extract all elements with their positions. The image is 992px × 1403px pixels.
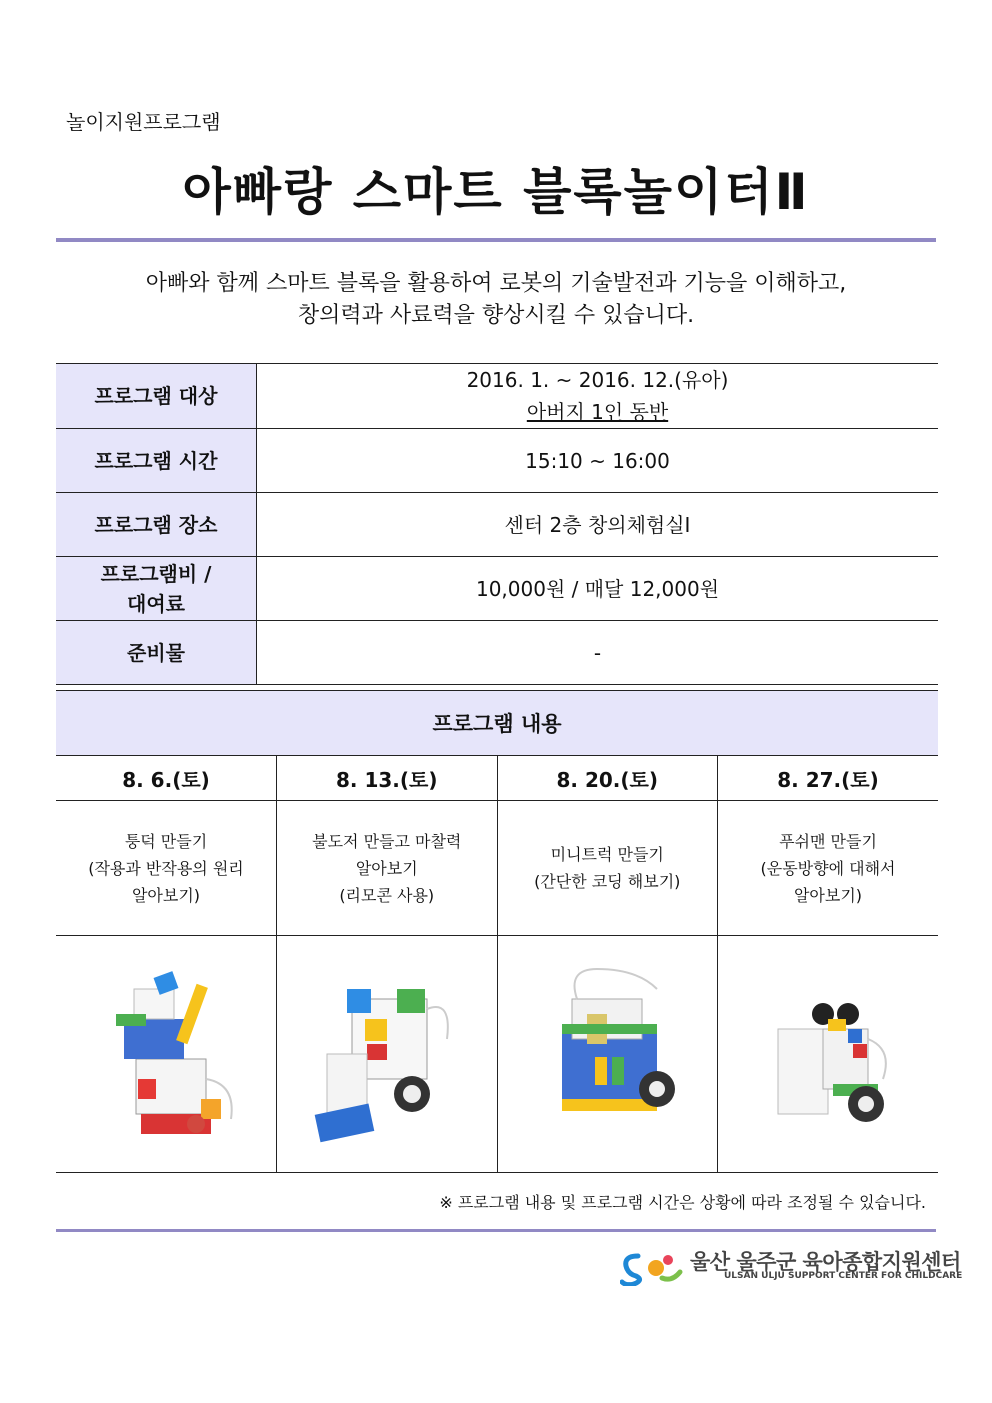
lego-minitruck-photo (517, 959, 697, 1149)
intro-line-2: 창의력과 사료력을 향상시킬 수 있습니다. (297, 303, 695, 328)
lego-bulldozer-photo (297, 959, 477, 1149)
info-row-supplies (56, 621, 938, 685)
session-photo-cell (718, 936, 939, 1173)
info-value-fee: 10,000원 / 매달 12,000원 (257, 557, 939, 621)
info-row-place (56, 493, 938, 557)
info-value-target (257, 364, 939, 429)
session-date: 8. 27.(토) (718, 756, 939, 801)
session-date: 8. 20.(토) (497, 756, 718, 801)
session-photo-cell (277, 936, 498, 1173)
session-date: 8. 13.(토) (277, 756, 498, 801)
session-activity: 퉁덕 만들기 (작용과 반작용의 원리 알아보기) (56, 801, 277, 936)
session-date: 8. 6.(토) (56, 756, 277, 801)
info-label-place: 프로그램 장소 (56, 493, 257, 557)
title-divider (56, 238, 936, 242)
notice-text: ※ 프로그램 내용 및 프로그램 시간은 상황에 따라 조정될 수 있습니다. (439, 1193, 926, 1212)
info-row-fee (56, 557, 938, 621)
info-label-target: 프로그램 대상 (56, 364, 257, 429)
program-content-table (56, 690, 938, 1173)
footer-divider (56, 1229, 936, 1232)
info-value-time: 15:10 ~ 16:00 (257, 429, 939, 493)
info-value-supplies: - (257, 621, 939, 685)
content-header: 프로그램 내용 (56, 691, 938, 756)
lego-robot-photo (76, 959, 256, 1149)
target-companion: 아버지 1인 동반 (526, 400, 669, 424)
center-name-korean: 울산 울주군 육아종합지원센터 (690, 1250, 961, 1274)
info-value-place: 센터 2층 창의체험실Ⅰ (257, 493, 939, 557)
session-activity: 푸쉬맨 만들기 (운동방향에 대해서 알아보기) (718, 801, 939, 936)
session-photo-cell (497, 936, 718, 1173)
info-row-time (56, 429, 938, 493)
program-category: 놀이지원프로그램 (66, 110, 221, 134)
session-activity: 미니트럭 만들기 (간단한 코딩 해보기) (497, 801, 718, 936)
session-photo-cell (56, 936, 277, 1173)
session-activity: 불도저 만들고 마찰력 알아보기 (리모콘 사용) (277, 801, 498, 936)
center-logo-icon (620, 1248, 686, 1286)
info-label-supplies: 준비물 (56, 621, 257, 685)
info-row-target (56, 364, 938, 429)
lego-pushman-photo (738, 959, 918, 1149)
target-period: 2016. 1. ~ 2016. 12.(유아) (466, 368, 729, 392)
intro-line-1: 아빠와 함께 스마트 블록을 활용하여 로봇의 기술발전과 기능을 이해하고, (145, 271, 847, 296)
center-logo (620, 1246, 963, 1286)
center-name-english: ULSAN ULJU SUPPORT CENTER FOR CHILDCARE (724, 1271, 963, 1281)
info-label-time: 프로그램 시간 (56, 429, 257, 493)
intro-text (56, 268, 936, 332)
info-label-fee: 프로그램비 / 대여료 (56, 557, 257, 621)
page-title: 아빠랑 스마트 블록놀이터Ⅱ (182, 163, 810, 221)
program-info-table (56, 363, 938, 685)
